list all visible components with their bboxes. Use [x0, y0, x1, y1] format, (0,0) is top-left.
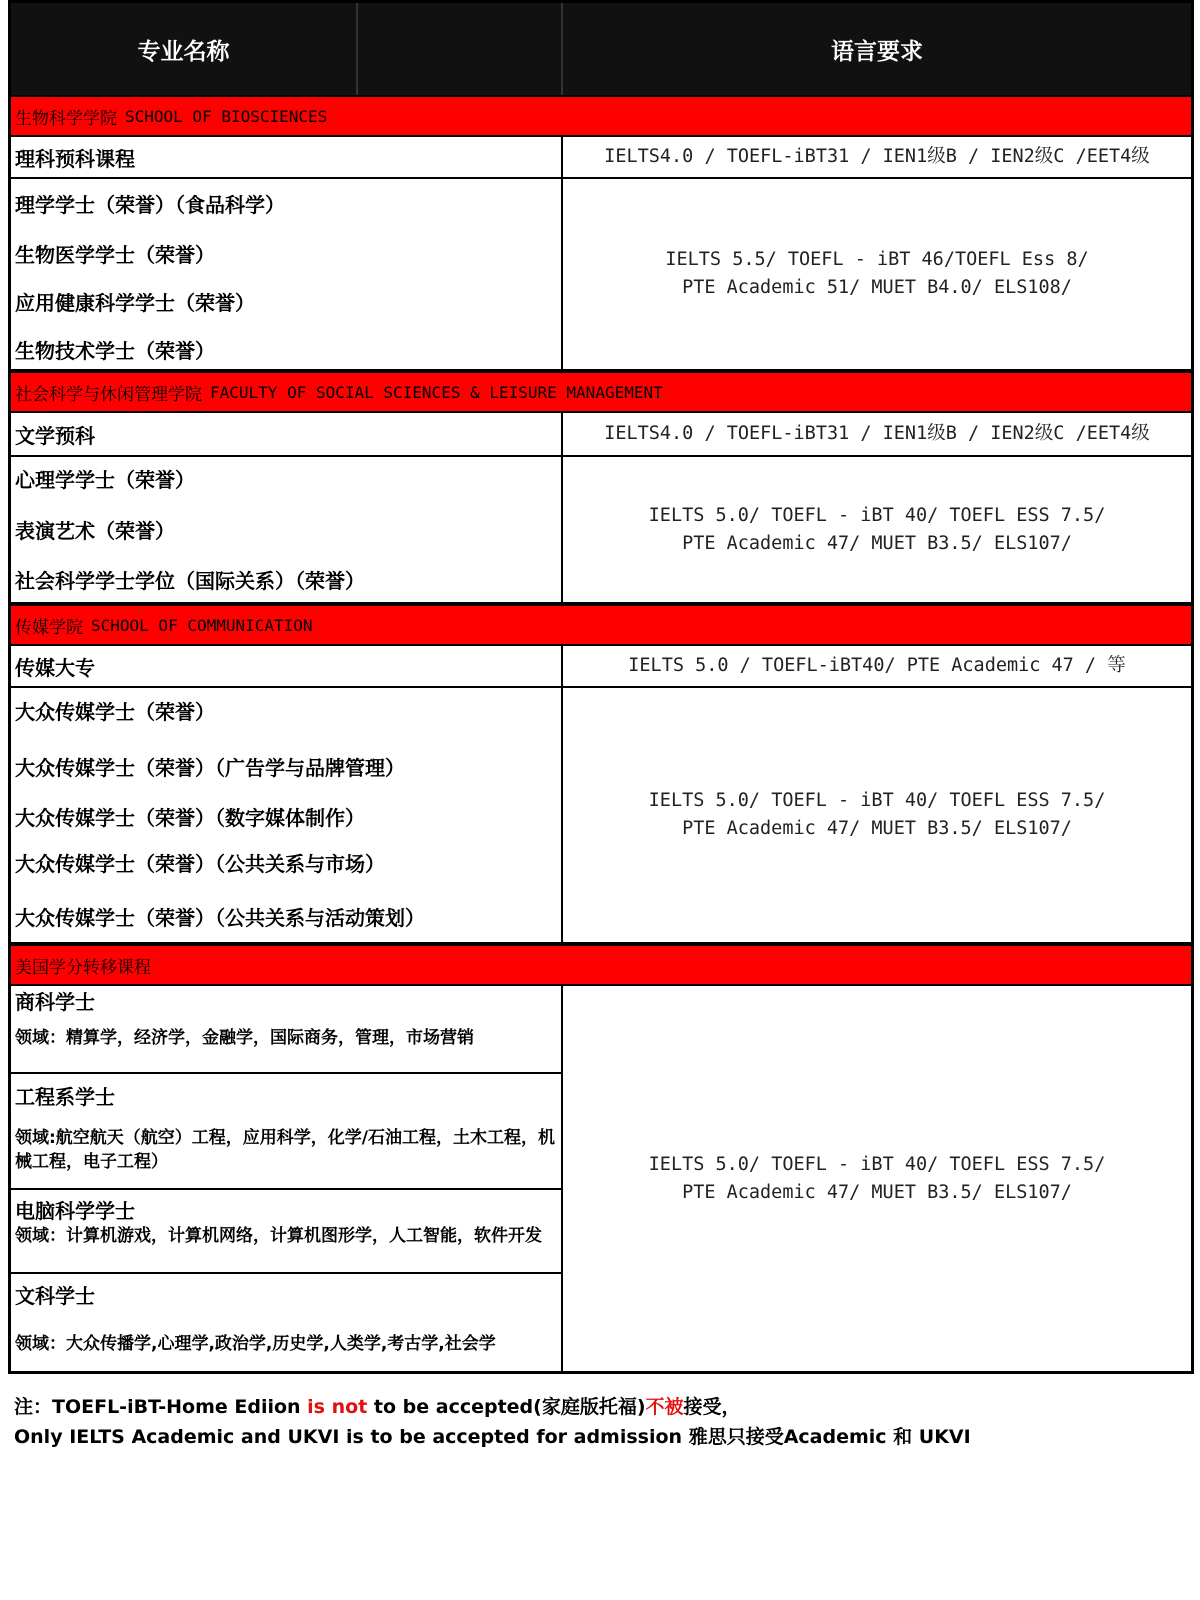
note-text: to be accepted(家庭版托福) [367, 1396, 646, 1418]
note-red-text: is not [307, 1396, 368, 1418]
section-band-us-transfer [11, 944, 1191, 986]
band-cn: 社会科学与休闲管理学院 [15, 384, 202, 405]
band-cn: 传媒学院 [15, 617, 83, 638]
program-title: 电脑科学学士 [15, 1199, 135, 1223]
section-band-communication [11, 604, 1191, 646]
pre-req-social: IELTS4.0 / TOEFL-iBT31 / IEN1级B / IEN2级C /EET4级 [563, 413, 1191, 457]
header-col1-spacer [358, 3, 563, 95]
program-field: 领域:航空航天（航空）工程，应用科学，化学/石油工程，土木工程，机械工程，电子工程） [15, 1128, 556, 1172]
degrees-biosciences [11, 179, 563, 371]
program-field: 领域：计算机游戏，计算机网络，计算机图形学，人工智能，软件开发 [15, 1226, 542, 1246]
degree-item: 理学学士（荣誉）（食品科学） [15, 193, 285, 217]
program-field: 领域：精算学，经济学，金融学，国际商务，管理，市场营销 [15, 1028, 474, 1048]
req-line2: PTE Academic 47/ MUET B3.5/ ELS107/ [682, 532, 1072, 554]
degrees-social [11, 457, 563, 604]
req-biosciences [563, 179, 1191, 371]
pre-program-social: 文学预科 [11, 413, 563, 457]
req-social [563, 457, 1191, 604]
degree-item: 大众传媒学士（荣誉）（数字媒体制作） [15, 806, 365, 830]
req-line2: PTE Academic 47/ MUET B3.5/ ELS107/ [682, 1181, 1072, 1203]
degree-item: 大众传媒学士（荣誉）（公共关系与活动策划） [15, 906, 425, 930]
program-title: 工程系学士 [15, 1085, 115, 1109]
req-line1: IELTS 5.5/ TOEFL - iBT 46/TOEFL Ess 8/ [665, 249, 1089, 270]
degree-item: 生物技术学士（荣誉） [15, 339, 215, 363]
band-cn: 生物科学学院 [15, 108, 117, 129]
program-title: 文科学士 [15, 1284, 95, 1308]
degree-item: 表演艺术（荣誉） [15, 519, 175, 543]
req-communication [563, 688, 1191, 944]
note-text: 接受， [683, 1396, 741, 1418]
pre-program-biosciences: 理科预科课程 [11, 137, 563, 179]
program-computer-science [11, 1190, 563, 1274]
req-line2: PTE Academic 51/ MUET B4.0/ ELS108/ [682, 277, 1072, 298]
req-line1: IELTS 5.0/ TOEFL - iBT 40/ TOEFL ESS 7.5/ [648, 504, 1106, 526]
degree-item: 大众传媒学士（荣誉）（广告学与品牌管理） [15, 756, 405, 780]
degree-item: 大众传媒学士（荣誉）（公共关系与市场） [15, 852, 385, 876]
band-en: FACULTY OF SOCIAL SCIENCES & LEISURE MANAGEMENT [210, 382, 663, 402]
notes [14, 1392, 971, 1452]
section-band-social-sciences [11, 371, 1191, 413]
note-line2: Only IELTS Academic and UKVI is to be accepted for admission 雅思只接受Academic 和 UKVI [14, 1426, 971, 1448]
band-cn: 美国学分转移课程 [15, 957, 151, 978]
degrees-communication [11, 688, 563, 944]
program-engineering [11, 1074, 563, 1190]
requirements-table [8, 0, 1194, 1374]
program-business [11, 986, 563, 1074]
degree-item: 社会科学学士学位（国际关系）（荣誉） [15, 569, 365, 593]
degree-item: 生物医学学士（荣誉） [15, 243, 215, 267]
pre-program-communication: 传媒大专 [11, 646, 563, 688]
req-line1: IELTS 5.0/ TOEFL - iBT 40/ TOEFL ESS 7.5/ [648, 1153, 1106, 1175]
program-arts [11, 1274, 563, 1371]
section-band-biosciences [11, 95, 1191, 137]
req-line2: PTE Academic 47/ MUET B3.5/ ELS107/ [682, 818, 1072, 839]
program-title: 商科学士 [15, 990, 95, 1014]
degree-item: 大众传媒学士（荣誉） [15, 700, 215, 724]
pre-req-biosciences: IELTS4.0 / TOEFL-iBT31 / IEN1级B / IEN2级C /EET4级 [563, 137, 1191, 179]
program-field: 领域：大众传播学,心理学,政治学,历史学,人类学,考古学,社会学 [15, 1334, 496, 1354]
degree-item: 应用健康科学学士（荣誉） [15, 291, 255, 315]
note-text: 注：TOEFL-iBT-Home Ediion [14, 1396, 308, 1418]
pre-req-communication: IELTS 5.0 / TOEFL-iBT40/ PTE Academic 47 / 等 [563, 646, 1191, 688]
header-col2: 语言要求 [563, 3, 1191, 95]
note-line1 [14, 1392, 971, 1422]
header-col1: 专业名称 [11, 3, 358, 95]
degree-item: 心理学学士（荣誉） [15, 468, 195, 492]
note-red-text: 不被 [645, 1396, 684, 1418]
req-us-transfer [563, 986, 1191, 1371]
band-en: SCHOOL OF COMMUNICATION [91, 615, 313, 635]
band-en: SCHOOL OF BIOSCIENCES [125, 106, 328, 126]
req-line1: IELTS 5.0/ TOEFL - iBT 40/ TOEFL ESS 7.5/ [648, 790, 1106, 811]
